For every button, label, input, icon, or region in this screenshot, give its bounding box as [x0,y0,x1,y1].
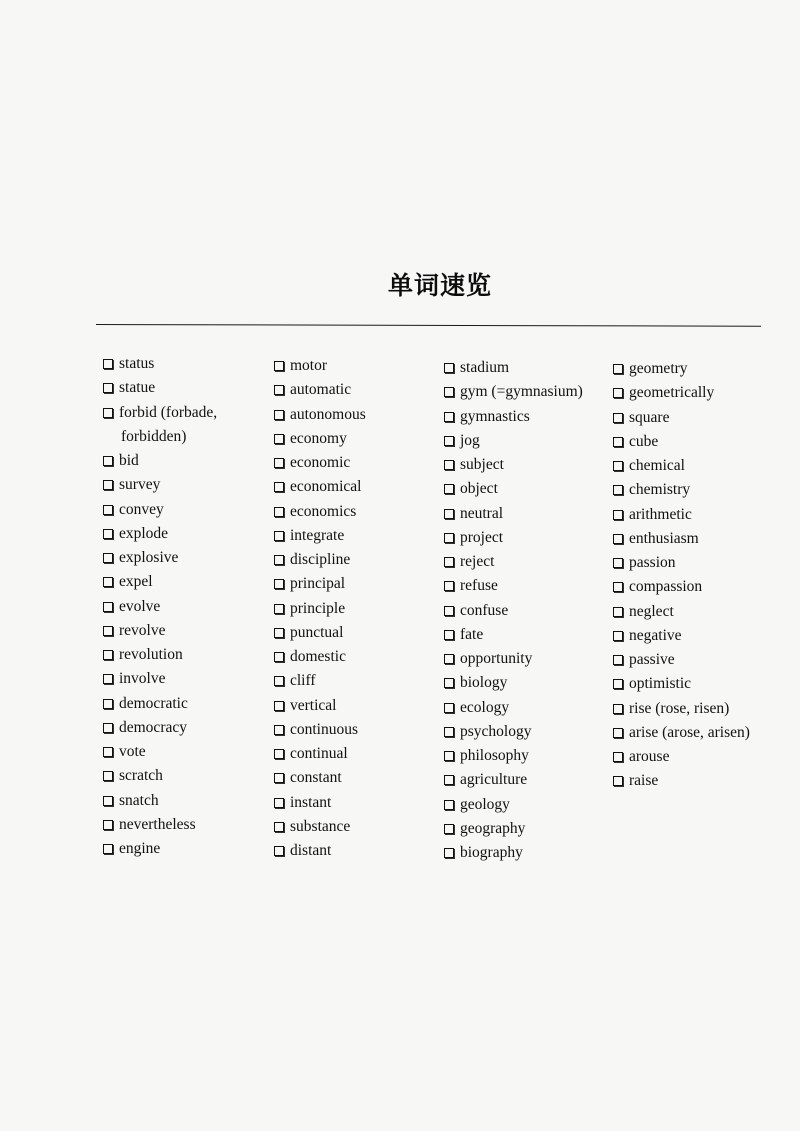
word-item[interactable] [444,841,583,865]
checkbox-icon[interactable] [274,701,284,711]
word-text: negative [629,626,682,644]
word-item[interactable] [444,768,583,792]
word-text: forbid (forbade, [119,403,218,421]
checkbox-icon[interactable] [103,820,113,830]
word-text: distant [290,842,332,859]
word-item[interactable] [613,721,750,745]
word-text: psychology [460,722,532,740]
word-item[interactable] [103,401,217,425]
word-item[interactable] [274,839,366,863]
word-item[interactable] [274,572,366,596]
word-item[interactable] [613,454,750,478]
checkbox-icon[interactable] [444,751,454,761]
checkbox-icon[interactable] [274,361,284,371]
word-text: principal [290,575,346,593]
word-text: principle [290,599,346,617]
checkbox-icon[interactable] [274,773,284,783]
checkbox-icon[interactable] [613,364,623,374]
checkbox-icon[interactable] [274,385,284,395]
word-item[interactable] [613,600,750,624]
word-text: discipline [290,551,351,568]
word-item[interactable] [274,524,366,548]
word-text: engine [119,840,161,857]
word-text: arithmetic [629,505,692,523]
word-text: geometry [629,360,688,377]
checkbox-icon[interactable] [444,387,454,397]
word-item[interactable] [444,405,583,429]
word-text: status [119,355,155,372]
word-text: compassion [629,578,703,596]
checkbox-icon[interactable] [274,652,284,662]
word-item[interactable] [274,354,366,378]
checkbox-icon[interactable] [444,703,454,713]
word-item[interactable] [444,502,583,526]
word-item[interactable] [103,352,217,376]
word-text: neutral [460,504,504,522]
word-item[interactable] [613,575,750,599]
word-text: philosophy [460,747,529,764]
word-text: domestic [290,648,346,665]
checkbox-icon[interactable] [103,674,113,684]
checkbox-icon[interactable] [103,626,113,636]
checkbox-icon[interactable] [613,437,623,447]
word-item[interactable] [103,570,217,594]
checkbox-icon[interactable] [103,771,113,781]
word-item[interactable] [274,742,366,766]
word-item[interactable] [274,500,366,524]
word-item[interactable] [444,744,583,768]
checkbox-icon[interactable] [103,577,113,587]
word-text: economics [290,502,357,520]
word-item[interactable] [103,764,217,788]
checkbox-icon[interactable] [274,604,284,614]
word-text: geography [460,819,526,837]
word-text: chemistry [629,481,691,499]
checkbox-icon[interactable] [274,458,284,468]
word-item[interactable] [274,475,366,499]
word-text: statue [119,379,156,397]
checkbox-icon[interactable] [613,510,623,520]
word-item[interactable] [613,503,750,527]
word-text: nevertheless [119,815,196,833]
checkbox-icon[interactable] [274,798,284,808]
word-item[interactable] [613,357,750,381]
word-item[interactable] [103,546,217,570]
word-item[interactable] [274,378,366,402]
word-text: geometrically [629,384,715,402]
word-text: revolution [119,646,183,663]
checkbox-icon[interactable] [274,749,284,759]
word-text: arise (arose, arisen) [629,723,750,741]
checkbox-icon[interactable] [103,553,113,563]
checkbox-icon[interactable] [444,775,454,785]
word-text: forbidden) [121,427,187,445]
word-text: punctual [290,623,344,641]
word-item[interactable] [444,380,583,404]
word-text: gymnastics [460,407,530,425]
word-item[interactable] [444,599,583,623]
checkbox-icon[interactable] [274,846,284,856]
word-item[interactable] [103,449,217,473]
word-text: biology [460,674,508,692]
checkbox-icon[interactable] [103,723,113,733]
word-item[interactable] [103,643,217,667]
word-item[interactable] [274,766,366,790]
word-text: object [460,480,498,498]
word-text: agriculture [460,771,528,789]
word-item[interactable] [444,720,583,744]
word-item[interactable] [444,356,583,380]
word-text: opportunity [460,650,533,667]
checkbox-icon[interactable] [444,509,454,519]
checkbox-icon[interactable] [274,628,284,638]
checkbox-icon[interactable] [444,533,454,543]
checkbox-icon[interactable] [103,359,113,369]
word-text: economical [290,478,362,496]
checkbox-icon[interactable] [444,824,454,834]
word-item[interactable] [103,522,217,546]
word-column-1 [103,352,217,861]
word-item[interactable] [274,791,366,815]
checkbox-icon[interactable] [274,507,284,517]
word-item[interactable] [274,403,366,427]
word-item[interactable] [444,817,583,841]
checkbox-icon[interactable] [444,557,454,567]
word-text: cube [629,432,659,450]
word-item[interactable] [103,716,217,740]
word-text: neglect [629,602,674,620]
checkbox-icon[interactable] [613,631,623,641]
word-text: automatic [290,381,352,399]
checkbox-icon[interactable] [613,776,623,786]
word-item[interactable] [274,815,366,839]
checkbox-icon[interactable] [103,796,113,806]
word-text: snatch [119,791,159,809]
checkbox-icon[interactable] [444,630,454,640]
checkbox-icon[interactable] [274,725,284,735]
word-item[interactable] [444,793,583,817]
checkbox-icon[interactable] [613,461,623,471]
checkbox-icon[interactable] [274,676,284,686]
checkbox-icon[interactable] [274,531,284,541]
title-divider [96,324,761,327]
word-text: survey [119,476,161,494]
checkbox-icon[interactable] [444,436,454,446]
word-text: evolve [119,597,161,615]
checkbox-icon[interactable] [613,655,623,665]
word-item[interactable] [613,527,750,551]
checkbox-icon[interactable] [103,650,113,660]
checkbox-icon[interactable] [444,484,454,494]
word-text: substance [290,817,351,835]
word-text: integrate [290,526,345,544]
word-item[interactable] [613,769,750,793]
checkbox-icon[interactable] [613,679,623,689]
word-item[interactable] [613,381,750,405]
word-item[interactable] [444,647,583,671]
word-item[interactable] [613,430,750,454]
word-text: passive [629,651,675,668]
word-text: ecology [460,698,510,716]
word-text: continual [290,745,348,762]
word-text: involve [119,670,166,688]
word-item[interactable] [444,477,583,501]
word-item[interactable] [274,669,366,693]
word-item[interactable] [444,429,583,453]
word-text: rise (rose, risen) [629,699,730,717]
word-item[interactable] [444,526,583,550]
checkbox-icon[interactable] [103,505,113,515]
checkbox-icon[interactable] [274,410,284,420]
word-item[interactable] [613,745,750,769]
word-item[interactable] [613,478,750,502]
word-text: scratch [119,767,163,785]
checkbox-icon[interactable] [444,363,454,373]
word-text: expel [119,573,153,591]
page-title: 单词速览 [387,271,492,300]
word-text: arouse [629,748,670,765]
word-item[interactable] [613,551,750,575]
word-text: stadium [460,359,510,376]
word-item[interactable] [274,451,366,475]
word-item[interactable] [103,692,217,716]
word-text: refuse [460,577,498,595]
word-item-continuation [103,425,217,449]
word-item[interactable] [103,667,217,691]
word-item[interactable] [274,548,366,572]
word-text: bid [119,452,139,469]
checkbox-icon[interactable] [613,534,623,544]
word-item[interactable] [274,718,366,742]
checkbox-icon[interactable] [274,822,284,832]
checkbox-icon[interactable] [613,752,623,762]
word-item[interactable] [103,498,217,522]
word-item[interactable] [274,597,366,621]
checkbox-icon[interactable] [613,413,623,423]
word-text: democracy [119,718,187,736]
word-text: instant [290,793,332,811]
checkbox-icon[interactable] [613,388,623,398]
word-text: enthusiasm [629,529,699,547]
word-text: vote [119,743,146,760]
word-text: biography [460,844,523,861]
word-column-2 [274,354,366,863]
word-item[interactable] [103,619,217,643]
word-item[interactable] [103,789,217,813]
checkbox-icon[interactable] [103,480,113,490]
checkbox-icon[interactable] [444,606,454,616]
word-text: vertical [290,696,337,714]
checkbox-icon[interactable] [444,654,454,664]
word-item[interactable] [444,696,583,720]
checkbox-icon[interactable] [613,728,623,738]
word-item[interactable] [103,837,217,861]
checkbox-icon[interactable] [613,582,623,592]
word-column-3 [444,356,583,865]
checkbox-icon[interactable] [444,581,454,591]
word-text: confuse [460,601,509,619]
word-text: passion [629,554,676,571]
word-item[interactable] [103,595,217,619]
word-item[interactable] [613,697,750,721]
word-text: continuous [290,720,359,738]
checkbox-icon[interactable] [444,800,454,810]
word-text: optimistic [629,675,691,693]
checkbox-icon[interactable] [274,579,284,589]
word-text: subject [460,456,504,473]
word-text: explode [119,524,169,542]
checkbox-icon[interactable] [444,678,454,688]
word-item[interactable] [613,406,750,430]
checkbox-icon[interactable] [103,747,113,757]
word-text: constant [290,769,342,787]
word-text: gym (=gymnasium) [460,383,583,401]
checkbox-icon[interactable] [613,558,623,568]
word-text: square [629,408,670,426]
word-item[interactable] [274,427,366,451]
word-item[interactable] [103,376,217,400]
word-text: chemical [629,457,685,474]
checkbox-icon[interactable] [444,727,454,737]
word-text: economy [290,429,347,447]
word-item[interactable] [444,671,583,695]
checkbox-icon[interactable] [103,529,113,539]
word-item[interactable] [613,672,750,696]
checkbox-icon[interactable] [103,699,113,709]
word-item[interactable] [274,645,366,669]
checkbox-icon[interactable] [613,704,623,714]
word-text: cliff [290,672,316,690]
checkbox-icon[interactable] [103,383,113,393]
checkbox-icon[interactable] [103,602,113,612]
checkbox-icon[interactable] [444,848,454,858]
word-text: geology [460,795,510,813]
word-text: fate [460,625,484,643]
word-text: economic [290,454,351,471]
checkbox-icon[interactable] [103,844,113,854]
word-text: raise [629,772,659,790]
word-text: democratic [119,694,188,712]
checkbox-icon[interactable] [103,456,113,466]
checkbox-icon[interactable] [444,412,454,422]
word-text: revolve [119,621,166,639]
word-text: project [460,528,504,546]
checkbox-icon[interactable] [444,460,454,470]
checkbox-icon[interactable] [613,485,623,495]
word-text: reject [460,553,495,570]
word-column-4 [613,357,750,794]
word-text: convey [119,500,164,518]
checkbox-icon[interactable] [274,482,284,492]
checkbox-icon[interactable] [274,434,284,444]
word-item[interactable] [444,550,583,574]
word-item[interactable] [444,574,583,598]
word-text: motor [290,357,328,374]
word-text: explosive [119,549,179,566]
word-text: autonomous [290,405,366,423]
word-item[interactable] [103,813,217,837]
word-item[interactable] [274,621,366,645]
checkbox-icon[interactable] [613,607,623,617]
checkbox-icon[interactable] [274,555,284,565]
word-item[interactable] [444,453,583,477]
word-item[interactable] [274,694,366,718]
word-text: jog [460,431,480,449]
word-item[interactable] [103,740,217,764]
word-item[interactable] [103,473,217,497]
word-item[interactable] [613,624,750,648]
checkbox-icon[interactable] [103,408,113,418]
word-item[interactable] [444,623,583,647]
word-item[interactable] [613,648,750,672]
